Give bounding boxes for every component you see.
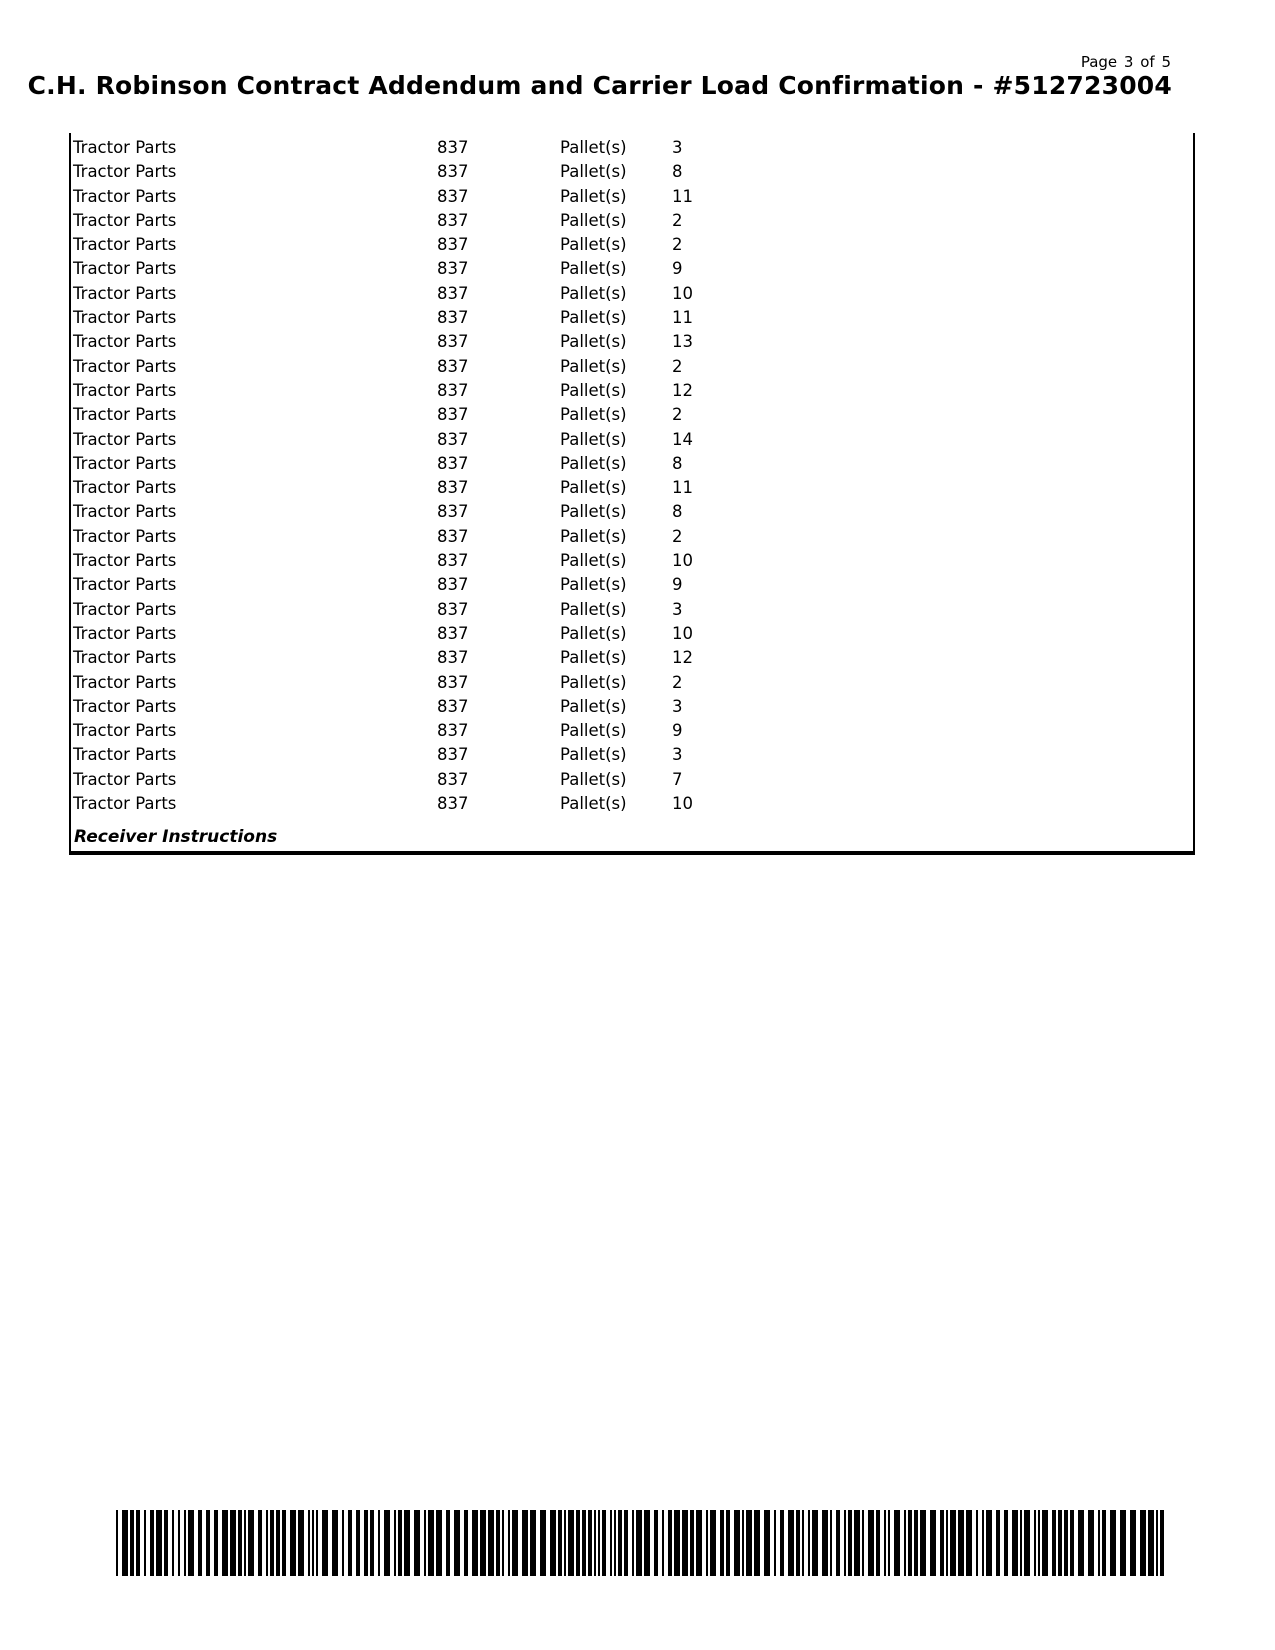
barcode-bar bbox=[348, 1510, 352, 1576]
item-unit: Pallet(s) bbox=[560, 405, 627, 425]
item-description: Tractor Parts bbox=[73, 186, 177, 206]
item-quantity: 10 bbox=[672, 623, 693, 643]
barcode-bar bbox=[540, 1510, 546, 1576]
barcode-bar bbox=[496, 1510, 500, 1576]
barcode-bar bbox=[184, 1510, 186, 1576]
table-row bbox=[71, 306, 1193, 330]
barcode-bar bbox=[668, 1510, 672, 1576]
barcode-bar bbox=[1004, 1510, 1008, 1576]
item-description: Tractor Parts bbox=[73, 162, 177, 182]
barcode-bar bbox=[270, 1510, 274, 1576]
barcode-bar bbox=[214, 1510, 218, 1576]
table-row bbox=[71, 549, 1193, 573]
barcode-bar bbox=[1012, 1510, 1018, 1576]
barcode-bar bbox=[356, 1510, 360, 1576]
barcode-bar bbox=[1058, 1510, 1062, 1576]
barcode-bar bbox=[172, 1510, 174, 1576]
item-code: 837 bbox=[437, 502, 469, 522]
barcode-bar bbox=[258, 1510, 262, 1576]
table-row bbox=[71, 622, 1193, 646]
item-description: Tractor Parts bbox=[73, 599, 177, 619]
barcode-bar bbox=[848, 1510, 852, 1576]
item-code: 837 bbox=[437, 453, 469, 473]
barcode-bar bbox=[788, 1510, 794, 1576]
barcode-bar bbox=[558, 1510, 562, 1576]
barcode-bar bbox=[1156, 1510, 1158, 1576]
barcode-bar bbox=[332, 1510, 338, 1576]
barcode-bar bbox=[1102, 1510, 1106, 1576]
barcode-bar bbox=[188, 1510, 194, 1576]
barcode-bar bbox=[472, 1510, 478, 1576]
item-code: 837 bbox=[437, 526, 469, 546]
barcode-bar bbox=[742, 1510, 744, 1576]
item-unit: Pallet(s) bbox=[560, 308, 627, 328]
barcode-bar bbox=[424, 1510, 426, 1576]
barcode-bar bbox=[986, 1510, 992, 1576]
item-unit: Pallet(s) bbox=[560, 769, 627, 789]
table-row bbox=[71, 476, 1193, 500]
item-quantity: 3 bbox=[672, 138, 683, 157]
barcode-bar bbox=[594, 1510, 596, 1576]
barcode-bar bbox=[136, 1510, 140, 1576]
barcode-bar bbox=[378, 1510, 380, 1576]
barcode-bar bbox=[582, 1510, 586, 1576]
barcode-bar bbox=[868, 1510, 874, 1576]
item-description: Tractor Parts bbox=[73, 526, 177, 546]
item-quantity: 10 bbox=[672, 551, 693, 571]
barcode-bar bbox=[238, 1510, 242, 1576]
barcode-bar bbox=[624, 1510, 628, 1576]
barcode-bar bbox=[394, 1510, 396, 1576]
table-row bbox=[71, 209, 1193, 233]
item-code: 837 bbox=[437, 696, 469, 716]
barcode-bar bbox=[428, 1510, 434, 1576]
barcode-bar bbox=[862, 1510, 864, 1576]
item-code: 837 bbox=[437, 356, 469, 376]
item-unit: Pallet(s) bbox=[560, 138, 627, 157]
item-code: 837 bbox=[437, 551, 469, 571]
item-code: 837 bbox=[437, 599, 469, 619]
item-quantity: 2 bbox=[672, 235, 683, 255]
item-unit: Pallet(s) bbox=[560, 332, 627, 352]
barcode-bar bbox=[530, 1510, 536, 1576]
item-unit: Pallet(s) bbox=[560, 259, 627, 279]
barcode-bar bbox=[404, 1510, 410, 1576]
item-unit: Pallet(s) bbox=[560, 648, 627, 668]
barcode-bar bbox=[1038, 1510, 1040, 1576]
barcode-bar bbox=[298, 1510, 304, 1576]
barcode-bar bbox=[908, 1510, 912, 1576]
barcode-bar bbox=[982, 1510, 984, 1576]
barcode-bar bbox=[812, 1510, 818, 1576]
item-code: 837 bbox=[437, 745, 469, 765]
barcode-bar bbox=[370, 1510, 374, 1576]
item-code: 837 bbox=[437, 721, 469, 741]
item-quantity: 9 bbox=[672, 575, 683, 595]
barcode-bar bbox=[122, 1510, 128, 1576]
line-items-table bbox=[69, 133, 1195, 855]
barcode-bar bbox=[488, 1510, 494, 1576]
item-quantity: 2 bbox=[672, 210, 683, 230]
barcode-bar bbox=[144, 1510, 146, 1576]
barcode-bar bbox=[436, 1510, 442, 1576]
barcode-bar bbox=[276, 1510, 280, 1576]
barcode-bar bbox=[976, 1510, 978, 1576]
item-description: Tractor Parts bbox=[73, 380, 177, 400]
table-row bbox=[71, 646, 1193, 670]
table-row bbox=[71, 185, 1193, 209]
barcode-bar bbox=[876, 1510, 880, 1576]
barcode-bar bbox=[414, 1510, 420, 1576]
barcode-bar bbox=[564, 1510, 566, 1576]
barcode-bar bbox=[550, 1510, 556, 1576]
item-quantity: 3 bbox=[672, 599, 683, 619]
item-unit: Pallet(s) bbox=[560, 696, 627, 716]
item-code: 837 bbox=[437, 672, 469, 692]
table-row bbox=[71, 355, 1193, 379]
item-code: 837 bbox=[437, 332, 469, 352]
barcode-bar bbox=[726, 1510, 730, 1576]
barcode-bar bbox=[198, 1510, 202, 1576]
item-code: 837 bbox=[437, 186, 469, 206]
barcode-bar bbox=[206, 1510, 210, 1576]
item-description: Tractor Parts bbox=[73, 210, 177, 230]
barcode-bar bbox=[610, 1510, 612, 1576]
barcode-bar bbox=[822, 1510, 828, 1576]
item-quantity: 2 bbox=[672, 672, 683, 692]
barcode-bar bbox=[996, 1510, 1000, 1576]
barcode-bar bbox=[830, 1510, 832, 1576]
item-code: 837 bbox=[437, 794, 469, 814]
barcode-bar bbox=[674, 1510, 680, 1576]
barcode-bar bbox=[398, 1510, 402, 1576]
item-description: Tractor Parts bbox=[73, 138, 177, 157]
barcode-bar bbox=[508, 1510, 510, 1576]
item-code: 837 bbox=[437, 210, 469, 230]
table-row bbox=[71, 233, 1193, 257]
table-row bbox=[71, 671, 1193, 695]
barcode-bar bbox=[322, 1510, 328, 1576]
barcode-bar bbox=[710, 1510, 716, 1576]
barcode-bar bbox=[662, 1510, 664, 1576]
item-unit: Pallet(s) bbox=[560, 162, 627, 182]
table-row bbox=[71, 428, 1193, 452]
barcode-bar bbox=[1078, 1510, 1084, 1576]
item-description: Tractor Parts bbox=[73, 575, 177, 595]
barcode-bar bbox=[446, 1510, 450, 1576]
table-row bbox=[71, 452, 1193, 476]
item-description: Tractor Parts bbox=[73, 551, 177, 571]
barcode-bar bbox=[312, 1510, 314, 1576]
item-code: 837 bbox=[437, 575, 469, 595]
barcode-bar bbox=[894, 1510, 900, 1576]
barcode-bar bbox=[230, 1510, 236, 1576]
item-unit: Pallet(s) bbox=[560, 575, 627, 595]
item-unit: Pallet(s) bbox=[560, 526, 627, 546]
barcode-bar bbox=[946, 1510, 948, 1576]
barcode-bar bbox=[690, 1510, 694, 1576]
barcode-bar bbox=[282, 1510, 286, 1576]
barcode-bar bbox=[854, 1510, 860, 1576]
barcode-bar bbox=[950, 1510, 956, 1576]
barcode-bar bbox=[1024, 1510, 1030, 1576]
item-code: 837 bbox=[437, 429, 469, 449]
barcode-bar bbox=[364, 1510, 368, 1576]
barcode-bar bbox=[682, 1510, 688, 1576]
item-unit: Pallet(s) bbox=[560, 210, 627, 230]
item-code: 837 bbox=[437, 283, 469, 303]
item-description: Tractor Parts bbox=[73, 672, 177, 692]
item-code: 837 bbox=[437, 648, 469, 668]
item-quantity: 8 bbox=[672, 502, 683, 522]
barcode-bar bbox=[308, 1510, 310, 1576]
item-quantity: 13 bbox=[672, 332, 693, 352]
barcode-image bbox=[116, 1510, 1165, 1576]
item-unit: Pallet(s) bbox=[560, 745, 627, 765]
barcode-bar bbox=[290, 1510, 296, 1576]
table-row bbox=[71, 136, 1193, 160]
barcode-bar bbox=[1098, 1510, 1100, 1576]
barcode-bar bbox=[1130, 1510, 1136, 1576]
barcode-bar bbox=[222, 1510, 228, 1576]
barcode-bar bbox=[502, 1510, 504, 1576]
item-unit: Pallet(s) bbox=[560, 356, 627, 376]
item-quantity: 11 bbox=[672, 478, 693, 498]
item-description: Tractor Parts bbox=[73, 405, 177, 425]
item-quantity: 10 bbox=[672, 794, 693, 814]
barcode-bar bbox=[1042, 1510, 1048, 1576]
barcode-bar bbox=[754, 1510, 760, 1576]
barcode-bar bbox=[1034, 1510, 1036, 1576]
barcode-bar bbox=[1064, 1510, 1068, 1576]
table-row bbox=[71, 768, 1193, 792]
barcode-bar bbox=[1070, 1510, 1074, 1576]
line-items-list bbox=[71, 136, 1193, 816]
barcode-bar bbox=[614, 1510, 616, 1576]
item-unit: Pallet(s) bbox=[560, 186, 627, 206]
item-unit: Pallet(s) bbox=[560, 794, 627, 814]
item-quantity: 2 bbox=[672, 526, 683, 546]
item-description: Tractor Parts bbox=[73, 745, 177, 765]
barcode-bar bbox=[888, 1510, 890, 1576]
item-unit: Pallet(s) bbox=[560, 478, 627, 498]
barcode-bar bbox=[930, 1510, 936, 1576]
item-unit: Pallet(s) bbox=[560, 283, 627, 303]
barcode-bar bbox=[966, 1510, 972, 1576]
item-code: 837 bbox=[437, 380, 469, 400]
item-code: 837 bbox=[437, 769, 469, 789]
item-description: Tractor Parts bbox=[73, 794, 177, 814]
barcode-bar bbox=[156, 1510, 162, 1576]
item-code: 837 bbox=[437, 478, 469, 498]
item-code: 837 bbox=[437, 623, 469, 643]
item-code: 837 bbox=[437, 138, 469, 157]
item-unit: Pallet(s) bbox=[560, 721, 627, 741]
item-unit: Pallet(s) bbox=[560, 672, 627, 692]
barcode-bar bbox=[644, 1510, 650, 1576]
item-quantity: 8 bbox=[672, 162, 683, 182]
barcode-bar bbox=[920, 1510, 926, 1576]
item-description: Tractor Parts bbox=[73, 502, 177, 522]
barcode-bar bbox=[464, 1510, 468, 1576]
barcode-bar bbox=[522, 1510, 528, 1576]
barcode-bar bbox=[1020, 1510, 1022, 1576]
item-description: Tractor Parts bbox=[73, 769, 177, 789]
barcode-bar bbox=[706, 1510, 708, 1576]
barcode-bar bbox=[734, 1510, 740, 1576]
item-unit: Pallet(s) bbox=[560, 453, 627, 473]
item-description: Tractor Parts bbox=[73, 696, 177, 716]
barcode-bar bbox=[480, 1510, 486, 1576]
item-description: Tractor Parts bbox=[73, 235, 177, 255]
item-quantity: 9 bbox=[672, 721, 683, 741]
barcode-bar bbox=[796, 1510, 800, 1576]
item-unit: Pallet(s) bbox=[560, 429, 627, 449]
table-row bbox=[71, 330, 1193, 354]
item-quantity: 10 bbox=[672, 283, 693, 303]
table-row bbox=[71, 743, 1193, 767]
table-row bbox=[71, 525, 1193, 549]
item-quantity: 7 bbox=[672, 769, 683, 789]
receiver-instructions-heading: Receiver Instructions bbox=[74, 827, 278, 847]
item-description: Tractor Parts bbox=[73, 453, 177, 473]
barcode-bar bbox=[342, 1510, 344, 1576]
table-row bbox=[71, 719, 1193, 743]
barcode-bar bbox=[316, 1510, 318, 1576]
barcode-bar bbox=[576, 1510, 580, 1576]
barcode-bar bbox=[958, 1510, 964, 1576]
item-quantity: 8 bbox=[672, 453, 683, 473]
item-code: 837 bbox=[437, 259, 469, 279]
barcode-bar bbox=[248, 1510, 254, 1576]
item-code: 837 bbox=[437, 162, 469, 182]
barcode-bar bbox=[802, 1510, 804, 1576]
barcode-bar bbox=[512, 1510, 518, 1576]
barcode-bar bbox=[844, 1510, 846, 1576]
item-description: Tractor Parts bbox=[73, 478, 177, 498]
item-description: Tractor Parts bbox=[73, 283, 177, 303]
item-code: 837 bbox=[437, 405, 469, 425]
barcode-bar bbox=[454, 1510, 460, 1576]
table-row bbox=[71, 792, 1193, 816]
item-unit: Pallet(s) bbox=[560, 235, 627, 255]
item-description: Tractor Parts bbox=[73, 721, 177, 741]
barcode-bar bbox=[636, 1510, 642, 1576]
barcode-bar bbox=[720, 1510, 724, 1576]
barcode-bar bbox=[244, 1510, 246, 1576]
item-quantity: 11 bbox=[672, 186, 693, 206]
barcode-bar bbox=[1140, 1510, 1146, 1576]
barcode-bar bbox=[1148, 1510, 1154, 1576]
item-description: Tractor Parts bbox=[73, 308, 177, 328]
item-quantity: 12 bbox=[672, 648, 693, 668]
barcode-bar bbox=[588, 1510, 592, 1576]
barcode-bar bbox=[1160, 1510, 1164, 1576]
page-number: Page 3 of 5 bbox=[1080, 53, 1171, 71]
barcode-bar bbox=[1052, 1510, 1056, 1576]
item-description: Tractor Parts bbox=[73, 332, 177, 352]
barcode-bar bbox=[940, 1510, 944, 1576]
item-description: Tractor Parts bbox=[73, 429, 177, 449]
item-quantity: 2 bbox=[672, 356, 683, 376]
item-unit: Pallet(s) bbox=[560, 502, 627, 522]
item-quantity: 3 bbox=[672, 745, 683, 765]
table-row bbox=[71, 257, 1193, 281]
table-row bbox=[71, 282, 1193, 306]
item-quantity: 14 bbox=[672, 429, 693, 449]
barcode-bar bbox=[904, 1510, 906, 1576]
item-code: 837 bbox=[437, 235, 469, 255]
item-quantity: 9 bbox=[672, 259, 683, 279]
barcode-bar bbox=[746, 1510, 752, 1576]
barcode-bar bbox=[568, 1510, 574, 1576]
barcode-bar bbox=[1120, 1510, 1126, 1576]
table-row bbox=[71, 403, 1193, 427]
barcode-bar bbox=[602, 1510, 606, 1576]
barcode-bar bbox=[632, 1510, 634, 1576]
table-row bbox=[71, 160, 1193, 184]
barcode-bar bbox=[130, 1510, 134, 1576]
item-quantity: 12 bbox=[672, 380, 693, 400]
item-code: 837 bbox=[437, 308, 469, 328]
item-unit: Pallet(s) bbox=[560, 599, 627, 619]
table-row bbox=[71, 598, 1193, 622]
barcode-bar bbox=[1110, 1510, 1116, 1576]
barcode-bar bbox=[598, 1510, 600, 1576]
table-row bbox=[71, 500, 1193, 524]
barcode-bar bbox=[116, 1510, 118, 1576]
barcode-bar bbox=[266, 1510, 268, 1576]
item-description: Tractor Parts bbox=[73, 259, 177, 279]
barcode-bar bbox=[764, 1510, 770, 1576]
barcode-bar bbox=[884, 1510, 886, 1576]
item-quantity: 3 bbox=[672, 696, 683, 716]
barcode-bar bbox=[696, 1510, 702, 1576]
item-unit: Pallet(s) bbox=[560, 623, 627, 643]
barcode-bar bbox=[164, 1510, 168, 1576]
document-title: C.H. Robinson Contract Addendum and Carrier Load Confirmation - #512723004 bbox=[27, 71, 1172, 100]
item-unit: Pallet(s) bbox=[560, 380, 627, 400]
table-row bbox=[71, 695, 1193, 719]
barcode-bar bbox=[654, 1510, 658, 1576]
item-description: Tractor Parts bbox=[73, 356, 177, 376]
table-row bbox=[71, 379, 1193, 403]
barcode-bar bbox=[1088, 1510, 1094, 1576]
item-unit: Pallet(s) bbox=[560, 551, 627, 571]
item-quantity: 2 bbox=[672, 405, 683, 425]
barcode-bar bbox=[774, 1510, 776, 1576]
barcode-bar bbox=[914, 1510, 918, 1576]
barcode-bar bbox=[150, 1510, 154, 1576]
barcode-bar bbox=[618, 1510, 622, 1576]
barcode-bar bbox=[178, 1510, 180, 1576]
barcode-bar bbox=[384, 1510, 390, 1576]
barcode-bar bbox=[808, 1510, 810, 1576]
barcode-bar bbox=[836, 1510, 840, 1576]
item-description: Tractor Parts bbox=[73, 623, 177, 643]
item-quantity: 11 bbox=[672, 308, 693, 328]
barcode-bar bbox=[780, 1510, 784, 1576]
item-description: Tractor Parts bbox=[73, 648, 177, 668]
table-row bbox=[71, 573, 1193, 597]
